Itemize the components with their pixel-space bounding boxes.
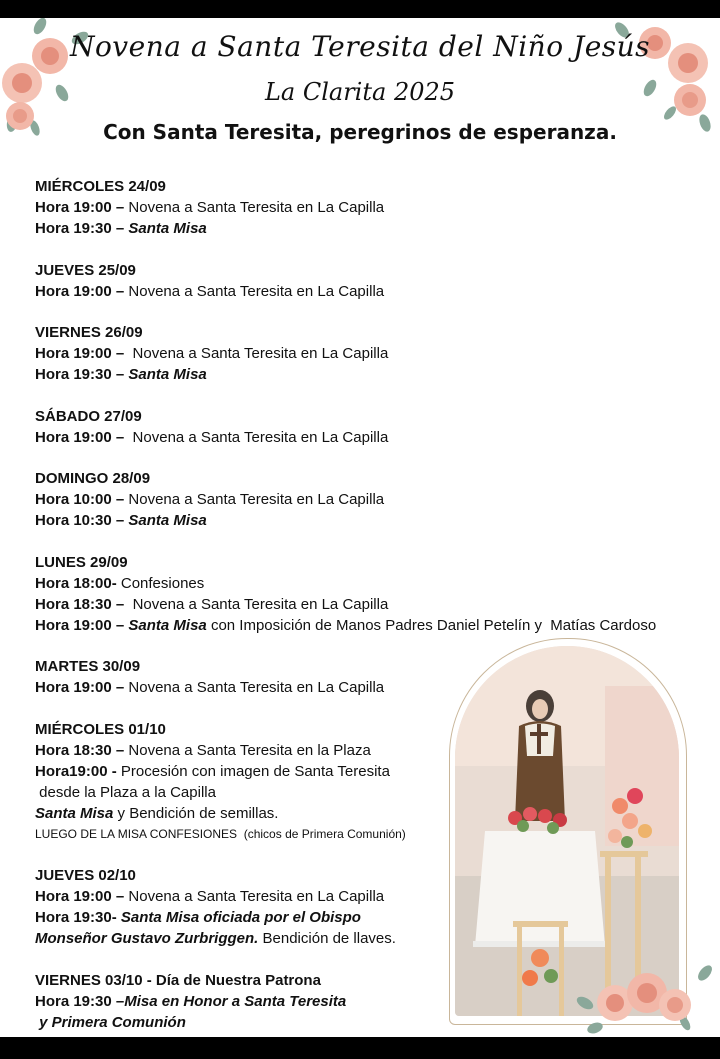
separator: – bbox=[111, 595, 133, 613]
event-text: Novena a Santa Teresita en La Capilla bbox=[128, 199, 385, 216]
time-label: Hora 19:00 – bbox=[35, 888, 129, 905]
schedule-line bbox=[35, 427, 715, 448]
event-text: Procesión con imagen de Santa Teresita bbox=[120, 762, 390, 780]
time-label: Hora 19:00 bbox=[35, 199, 112, 216]
event-text: Novena a Santa Teresita en La Capilla bbox=[128, 888, 385, 905]
time-label: Hora 10:30 – bbox=[35, 512, 129, 529]
schedule-line bbox=[35, 573, 715, 594]
time-label: Hora 19:30 bbox=[35, 909, 112, 926]
event-text: Novena a Santa Teresita en La Capilla bbox=[128, 491, 385, 508]
separator: – bbox=[111, 992, 125, 1010]
event-text: Novena a Santa Teresita en La Capilla bbox=[132, 595, 389, 613]
schedule-line bbox=[35, 594, 715, 615]
event-text: con Imposición de Manos Padres Daniel Petelín y Matías Cardoso bbox=[206, 616, 657, 634]
separator: – bbox=[111, 679, 129, 696]
event-text: desde la Plaza a la Capilla bbox=[35, 783, 216, 801]
day-heading: VIERNES 26/09 bbox=[35, 324, 143, 341]
time-label: Hora 19:30 – bbox=[35, 366, 129, 383]
schedule-line bbox=[35, 364, 715, 385]
time-label: Hora 19:00 – bbox=[35, 428, 129, 446]
event-emphasis: Santa Misa bbox=[35, 804, 114, 822]
schedule-day bbox=[35, 468, 715, 531]
separator: - bbox=[111, 909, 121, 926]
day-heading: DOMINGO 28/09 bbox=[35, 470, 151, 487]
event-emphasis: Santa Misa bbox=[128, 220, 207, 237]
event-emphasis: Misa en Honor a Santa Teresita bbox=[124, 992, 347, 1010]
time-label: Hora 19:30 – bbox=[35, 220, 129, 237]
schedule-day bbox=[35, 552, 715, 636]
day-heading: LUNES 29/09 bbox=[35, 553, 128, 571]
time-label: Hora 18:30 bbox=[35, 741, 112, 759]
event-emphasis: Santa Misa oficiada por el Obispo bbox=[120, 909, 361, 926]
time-label: Hora 19:00 bbox=[35, 616, 112, 634]
schedule-day bbox=[35, 176, 715, 239]
time-label: Hora 19:30 bbox=[35, 992, 112, 1010]
time-label: Hora 10:00 – bbox=[35, 491, 129, 508]
event-text: Novena a Santa Teresita en la Plaza bbox=[128, 741, 371, 759]
event-text: Novena a Santa Teresita en La Capilla bbox=[128, 428, 389, 446]
time-label: Hora 19:00 – bbox=[35, 345, 129, 362]
schedule-line bbox=[35, 197, 715, 218]
day-heading: MARTES 30/09 bbox=[35, 658, 141, 675]
event-emphasis: Santa Misa bbox=[128, 616, 207, 634]
day-heading: MIÉRCOLES 24/09 bbox=[35, 178, 166, 195]
event-emphasis: Santa Misa bbox=[128, 366, 207, 383]
day-heading: JUEVES 02/10 bbox=[35, 867, 136, 884]
time-label: Hora 19:00 – bbox=[35, 282, 129, 300]
schedule-line bbox=[35, 489, 715, 510]
saint-statue-photo bbox=[455, 646, 679, 1016]
flyer-page bbox=[0, 18, 720, 1037]
time-label: Hora 18:30 bbox=[35, 595, 112, 613]
event-text: Novena a Santa Teresita en La Capilla bbox=[128, 345, 389, 362]
time-label: Hora 19:00 bbox=[35, 679, 112, 696]
separator: – bbox=[111, 741, 129, 759]
schedule-line bbox=[35, 510, 715, 531]
schedule-day bbox=[35, 406, 715, 448]
event-text: Novena a Santa Teresita en La Capilla bbox=[128, 282, 385, 300]
day-heading: MIÉRCOLES 01/10 bbox=[35, 720, 166, 738]
day-heading: SÁBADO 27/09 bbox=[35, 407, 142, 425]
event-text: Novena a Santa Teresita en La Capilla bbox=[128, 679, 385, 696]
flyer-motto: Con Santa Teresita, peregrinos de esperanza. bbox=[103, 120, 617, 144]
event-text: Bendición de llaves. bbox=[258, 930, 396, 947]
flyer-title: Novena a Santa Teresita del Niño Jesús bbox=[69, 30, 651, 63]
event-text: y Bendición de semillas. bbox=[113, 804, 279, 822]
schedule-day bbox=[35, 322, 715, 385]
flyer-subtitle: La Clarita 2025 bbox=[264, 78, 456, 106]
schedule-line bbox=[35, 343, 715, 364]
separator: – bbox=[111, 616, 129, 634]
day-heading: JUEVES 25/09 bbox=[35, 261, 136, 279]
event-emphasis: Santa Misa bbox=[128, 512, 207, 529]
time-label: Hora19:00 bbox=[35, 762, 108, 780]
schedule-line bbox=[35, 281, 715, 302]
event-text: Confesiones bbox=[120, 574, 205, 592]
schedule-line bbox=[35, 615, 715, 636]
day-heading: VIERNES 03/10 - Día de Nuestra Patrona bbox=[35, 971, 321, 989]
schedule-line bbox=[35, 218, 715, 239]
floral-decoration-bottom-right bbox=[575, 963, 720, 1037]
separator: - bbox=[107, 762, 121, 780]
schedule-day bbox=[35, 260, 715, 302]
time-label: Hora 18:00- bbox=[35, 574, 121, 592]
event-emphasis: Monseñor Gustavo Zurbriggen. bbox=[35, 930, 259, 947]
separator: – bbox=[111, 199, 129, 216]
event-emphasis: y Primera Comunión bbox=[35, 1013, 186, 1031]
bottom-bar bbox=[0, 1037, 720, 1059]
note-text: LUEGO DE LA MISA CONFESIONES (chicos de Primera Comunión) bbox=[35, 826, 406, 841]
